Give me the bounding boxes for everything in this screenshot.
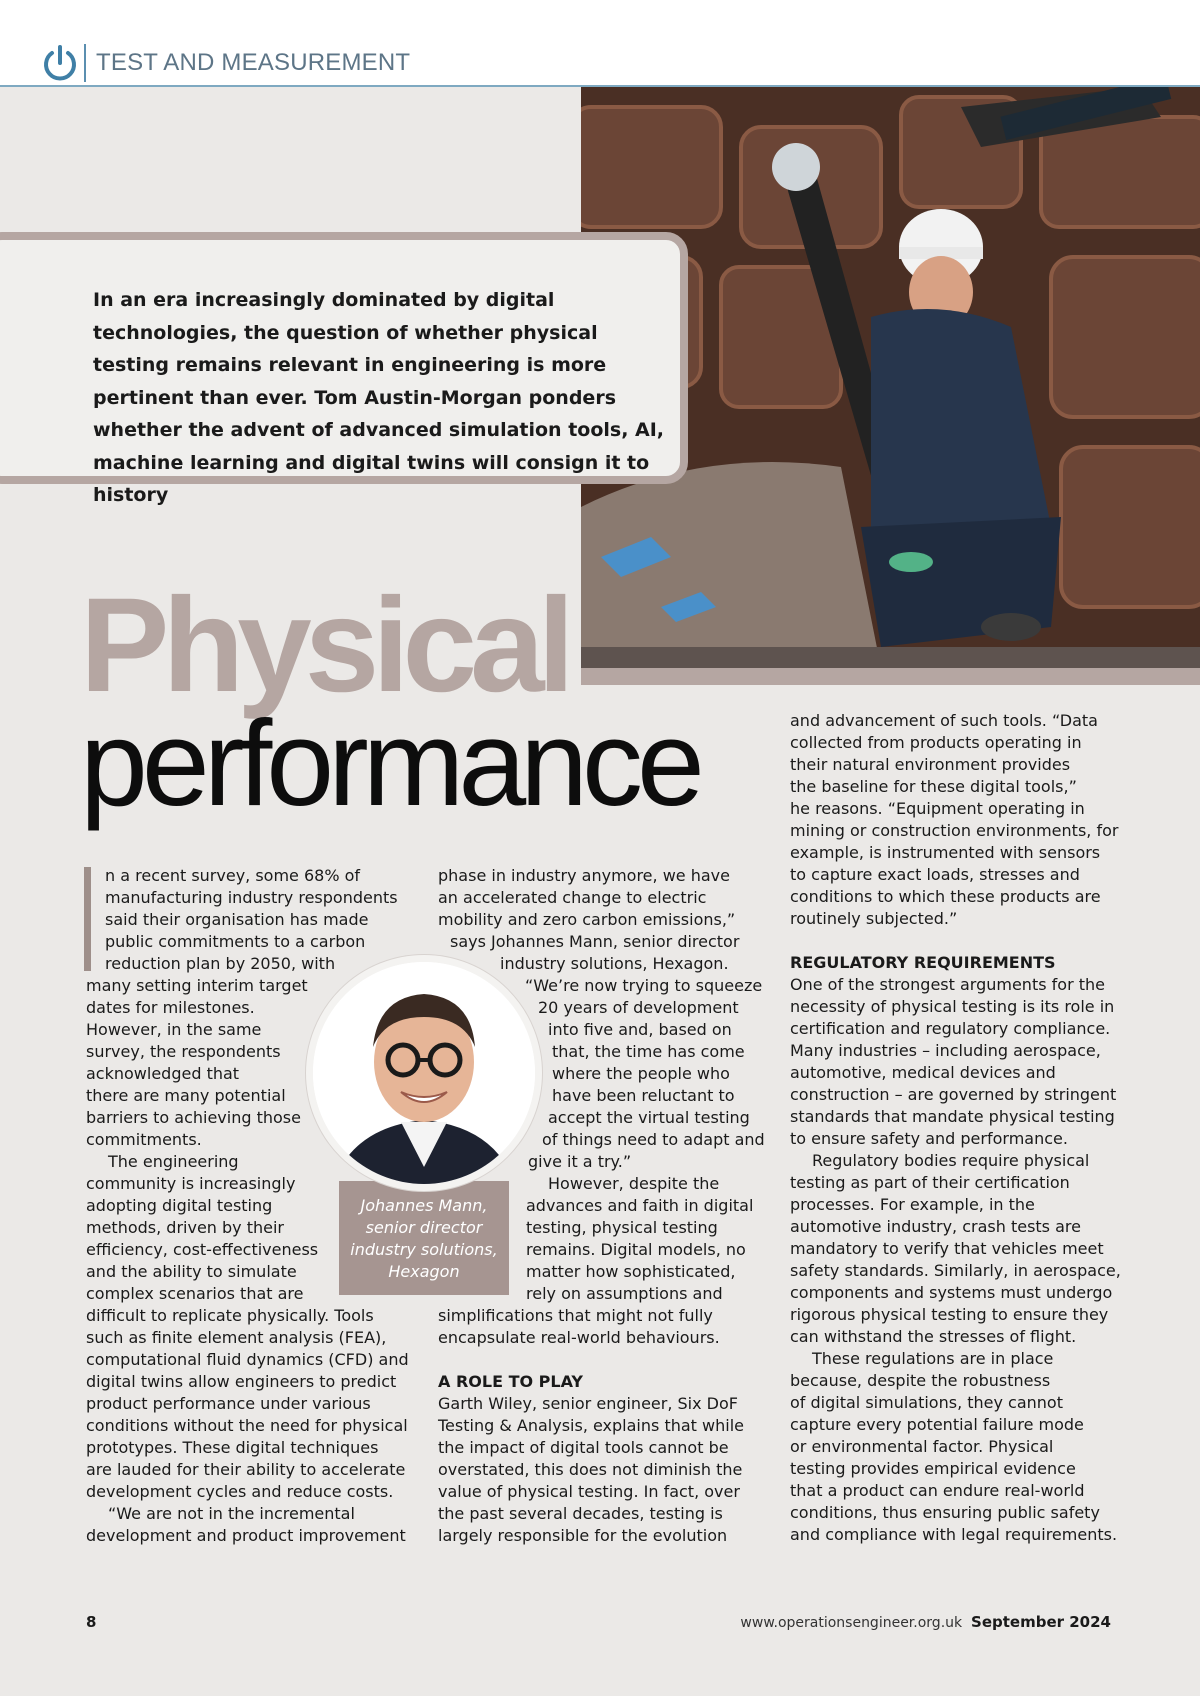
text-line: barriers to achieving those [86,1108,301,1127]
text-line: Regulatory bodies require physical [812,1151,1090,1170]
text-line: development cycles and reduce costs. [86,1482,394,1501]
text-line: One of the strongest arguments for the [790,975,1105,994]
text-line: adopting digital testing [86,1196,273,1215]
text-line: of digital simulations, they cannot [790,1393,1063,1412]
text-line: product performance under various [86,1394,371,1413]
text-line: the baseline for these digital tools,” [790,777,1077,796]
subheading-role-to-play: A ROLE TO PLAY [438,1372,584,1391]
text-line: give it a try.” [528,1152,632,1171]
text-line: prototypes. These digital techniques [86,1438,379,1457]
text-line: computational fluid dynamics (CFD) and [86,1350,409,1369]
text-line: an accelerated change to electric [438,888,707,907]
text-line: dates for milestones. [86,998,255,1017]
text-line: construction – are governed by stringent [790,1085,1117,1104]
text-line: conditions to which these products are [790,887,1101,906]
text-line: many setting interim target [86,976,308,995]
text-line: said their organisation has made [105,910,369,929]
text-line: standards that mandate physical testing [790,1107,1115,1126]
text-line: have been reluctant to [552,1086,735,1105]
text-line: simplifications that might not fully [438,1306,713,1325]
text-line: to ensure safety and performance. [790,1129,1068,1148]
text-line: such as finite element analysis (FEA), [86,1328,387,1347]
text-line: collected from products operating in [790,733,1082,752]
drop-cap-bar [84,867,91,971]
standfirst-text: In an era increasingly dominated by digital technologies, the question of whether physical testing remains relevant in engineering is more pertinent than ever. Tom Austin-Morgan ponders whether the advent of advanced simulation tools, AI, machine learning and digital twins will consign it to history [93,289,665,506]
text-line: automotive industry, crash tests are [790,1217,1081,1236]
text-line: accept the virtual testing [548,1108,750,1127]
text-line: complex scenarios that are [86,1284,304,1303]
text-line: remains. Digital models, no [526,1240,746,1259]
footer-url[interactable]: www.operationsengineer.org.uk [740,1615,963,1631]
text-line: rely on assumptions and [526,1284,723,1303]
text-line: digital twins allow engineers to predict [86,1372,397,1391]
caption-line: Hexagon [388,1262,460,1281]
text-line: commitments. [86,1130,202,1149]
text-line: because, despite the robustness [790,1371,1051,1390]
text-line: of things need to adapt and [542,1130,765,1149]
text-line: necessity of physical testing is its role in [790,997,1115,1016]
text-line: phase in industry anymore, we have [438,866,730,885]
footer-date: September 2024 [971,1613,1111,1631]
text-line: conditions without the need for physical [86,1416,408,1435]
text-line: difficult to replicate physically. Tools [86,1306,374,1325]
text-line: components and systems must undergo [790,1283,1113,1302]
text-line: safety standards. Similarly, in aerospace, [790,1261,1121,1280]
text-line: are lauded for their ability to accelerate [86,1460,406,1479]
text-line: community is increasingly [86,1174,296,1193]
text-line: capture every potential failure mode [790,1415,1084,1434]
text-line: industry solutions, Hexagon. [500,954,729,973]
text-line: there are many potential [86,1086,286,1105]
text-line: where the people who [552,1064,730,1083]
text-line: The engineering [108,1152,239,1171]
text-line: routinely subjected.” [790,909,958,928]
text-line: conditions, thus ensuring public safety [790,1503,1100,1522]
text-line: says Johannes Mann, senior director [450,932,740,951]
text-line: into five and, based on [548,1020,732,1039]
text-line: rigorous physical testing to ensure they [790,1305,1109,1324]
text-line: Testing & Analysis, explains that while [438,1416,744,1435]
text-line: overstated, this does not diminish the [438,1460,743,1479]
text-line: n a recent survey, some 68% of [105,866,361,885]
header-divider [84,44,86,82]
text-line: manufacturing industry respondents [105,888,398,907]
text-line: “We are not in the incremental [108,1504,355,1523]
text-line: the past several decades, testing is [438,1504,723,1523]
standfirst-box [0,232,688,506]
text-line: These regulations are in place [812,1349,1054,1368]
text-line: that, the time has come [552,1042,745,1061]
text-line: Garth Wiley, senior engineer, Six DoF [438,1394,738,1413]
text-line: testing provides empirical evidence [790,1459,1076,1478]
text-line: reduction plan by 2050, with [105,954,336,973]
text-line: their natural environment provides [790,755,1071,774]
text-line: However, despite the [548,1174,720,1193]
text-line: survey, the respondents [86,1042,281,1061]
text-line: value of physical testing. In fact, over [438,1482,740,1501]
caption-line: Johannes Mann, [360,1196,488,1215]
headline-line-1: Physical [80,571,568,720]
text-line: the impact of digital tools cannot be [438,1438,729,1457]
text-line: testing, physical testing [526,1218,718,1237]
text-line: and advancement of such tools. “Data [790,711,1098,730]
text-line: advances and faith in digital [526,1196,754,1215]
text-line: public commitments to a carbon [105,932,366,951]
text-line: 20 years of development [538,998,739,1017]
text-line: efficiency, cost-effectiveness [86,1240,319,1259]
text-line: mobility and zero carbon emissions,” [438,910,736,929]
photo-underbar [581,668,1200,685]
caption-line: industry solutions, [350,1240,498,1259]
text-line: example, is instrumented with sensors [790,843,1101,862]
text-line: mining or construction environments, for [790,821,1119,840]
power-icon [41,44,79,82]
headline-line-2: performance [80,695,699,831]
text-line: matter how sophisticated, [526,1262,736,1281]
text-line: encapsulate real-world behaviours. [438,1328,720,1347]
page-header [0,0,1200,87]
page-number: 8 [86,1613,97,1631]
text-line: that a product can endure real-world [790,1481,1085,1500]
text-line: or environmental factor. Physical [790,1437,1054,1456]
text-line: and compliance with legal requirements. [790,1525,1118,1544]
text-line [790,930,1121,952]
text-line: certification and regulatory compliance. [790,1019,1111,1038]
text-line: methods, driven by their [86,1218,285,1237]
subheading-regulatory: REGULATORY REQUIREMENTS [790,953,1056,972]
column-3 [790,710,1121,1546]
caption-line: senior director [365,1218,483,1237]
text-line: mandatory to verify that vehicles meet [790,1239,1104,1258]
footer-meta [740,1613,1111,1631]
text-line: acknowledged that [86,1064,240,1083]
text-line: development and product improvement [86,1526,406,1545]
text-line: and the ability to simulate [86,1262,297,1281]
text-line: he reasons. “Equipment operating in [790,799,1085,818]
text-line: processes. For example, in the [790,1195,1035,1214]
text-line: largely responsible for the evolution [438,1526,728,1545]
text-line: Many industries – including aerospace, [790,1041,1101,1060]
text-line: automotive, medical devices and [790,1063,1056,1082]
section-title: TEST AND MEASUREMENT [96,49,411,76]
text-line: “We’re now trying to squeeze [525,976,763,995]
column-2-top [438,865,765,1547]
text-line [438,1349,765,1371]
column-1-top [105,865,398,975]
text-line: can withstand the stresses of flight. [790,1327,1077,1346]
text-line: testing as part of their certification [790,1173,1070,1192]
text-line: However, in the same [86,1020,262,1039]
text-line: to capture exact loads, stresses and [790,865,1080,884]
